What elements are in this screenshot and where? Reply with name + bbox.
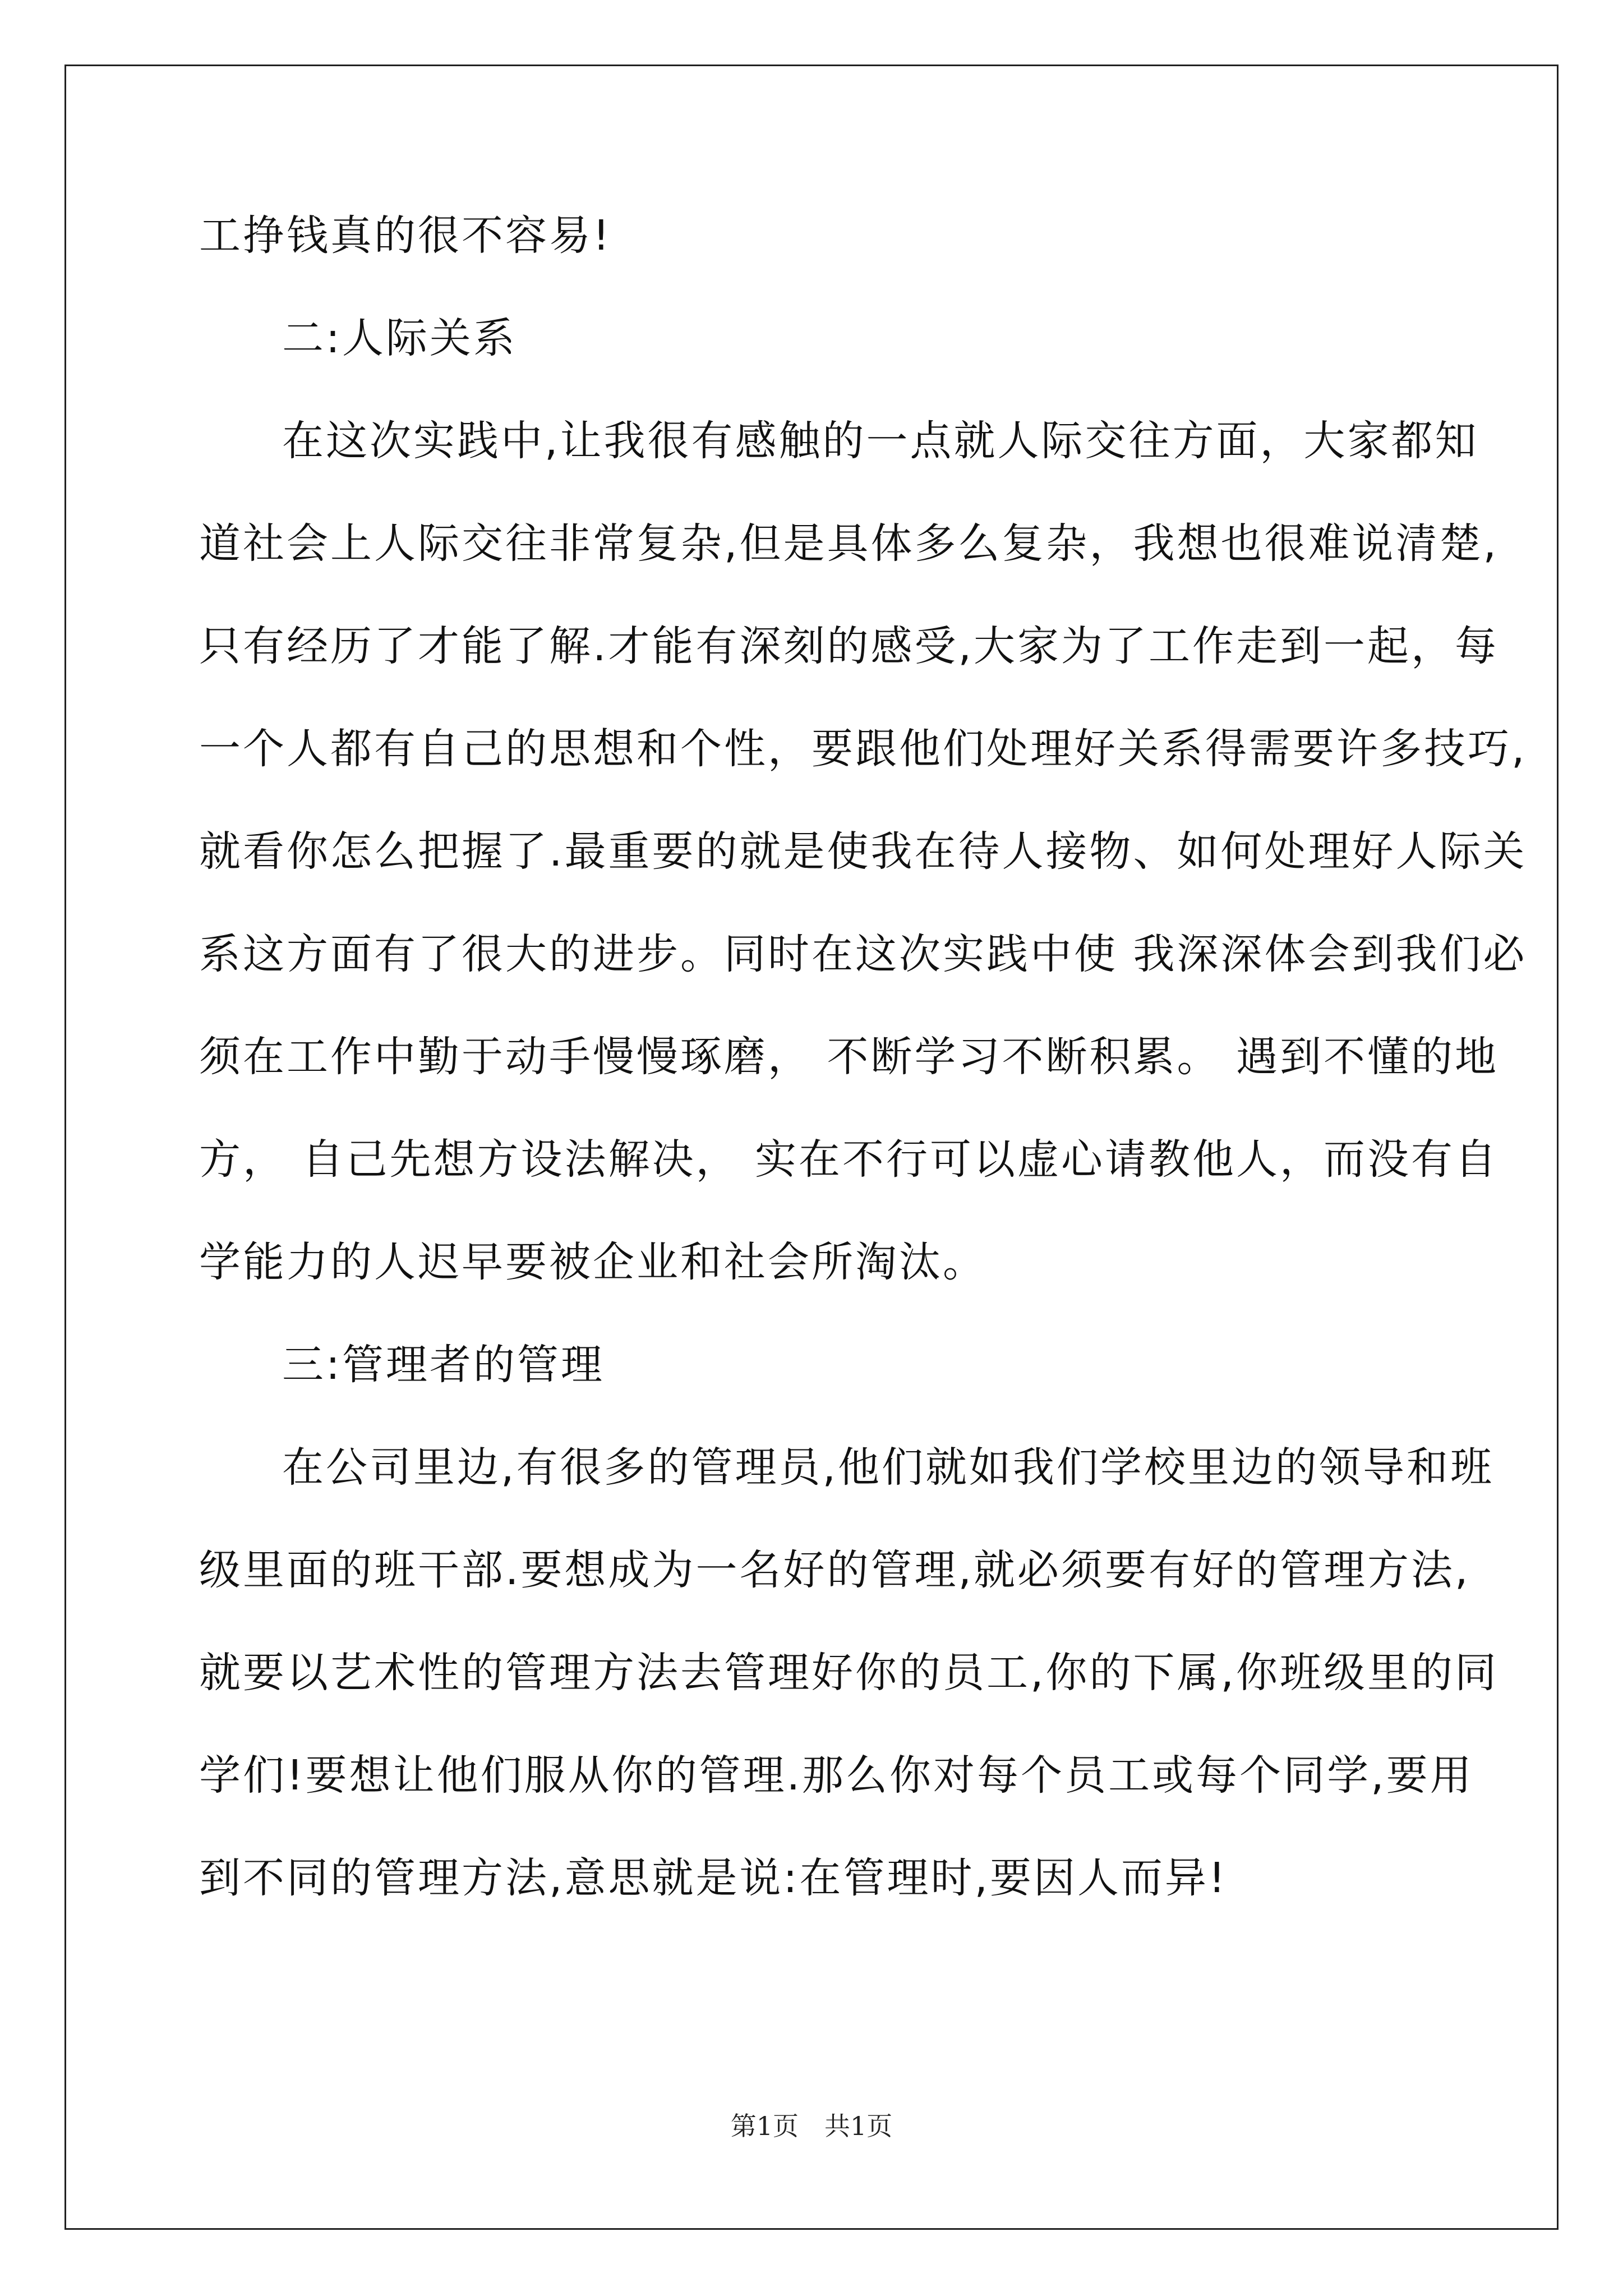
page-footer: [0, 2109, 1623, 2143]
text-line: 级里面的班干部.要想成为一名好的管理,就必须要有好的管理方法,: [199, 1546, 1470, 1594]
document-body: [199, 185, 1527, 1930]
text-line: 道社会上人际交往非常复杂,但是具体多么复杂，我想也很难说清楚,: [199, 519, 1499, 568]
text-line: 就看你怎么把握了.最重要的就是使我在待人接物、如何处理好人际关: [199, 827, 1527, 876]
text-line: 工挣钱真的很不容易!: [199, 211, 612, 260]
text-line: 在公司里边,有很多的管理员,他们就如我们学校里边的领导和班: [282, 1443, 1495, 1492]
page-number: 第1页: [730, 2111, 799, 2141]
text-line: 系这方面有了很大的进步。同时在这次实践中使 我深深体会到我们必: [199, 930, 1527, 978]
text-line: 学们!要想让他们服从你的管理.那么你对每个员工或每个同学,要用: [199, 1751, 1474, 1800]
text-line: 在这次实践中,让我很有感触的一点就人际交往方面，大家都知: [282, 417, 1479, 465]
section-heading-management: 三:管理者的管理: [282, 1341, 605, 1389]
section-heading-interpersonal: 二:人际关系: [282, 314, 517, 362]
text-line: 须在工作中勤于动手慢慢琢磨， 不断学习不断积累。 遇到不懂的地: [199, 1033, 1499, 1081]
text-line: 方， 自己先想方设法解决， 实在不行可以虚心请教他人，而没有自: [199, 1135, 1499, 1184]
text-line: 到不同的管理方法,意思就是说:在管理时,要因人而异!: [199, 1854, 1228, 1902]
text-line: 学能力的人迟早要被企业和社会所淘汰。: [199, 1238, 986, 1286]
page-total: 共1页: [824, 2111, 893, 2141]
text-line: 一个人都有自己的思想和个性，要跟他们处理好关系得需要许多技巧,: [199, 725, 1527, 773]
text-line: 只有经历了才能了解.才能有深刻的感受,大家为了工作走到一起，每: [199, 622, 1499, 670]
text-line: 就要以艺术性的管理方法去管理好你的员工,你的下属,你班级里的同: [199, 1649, 1499, 1697]
